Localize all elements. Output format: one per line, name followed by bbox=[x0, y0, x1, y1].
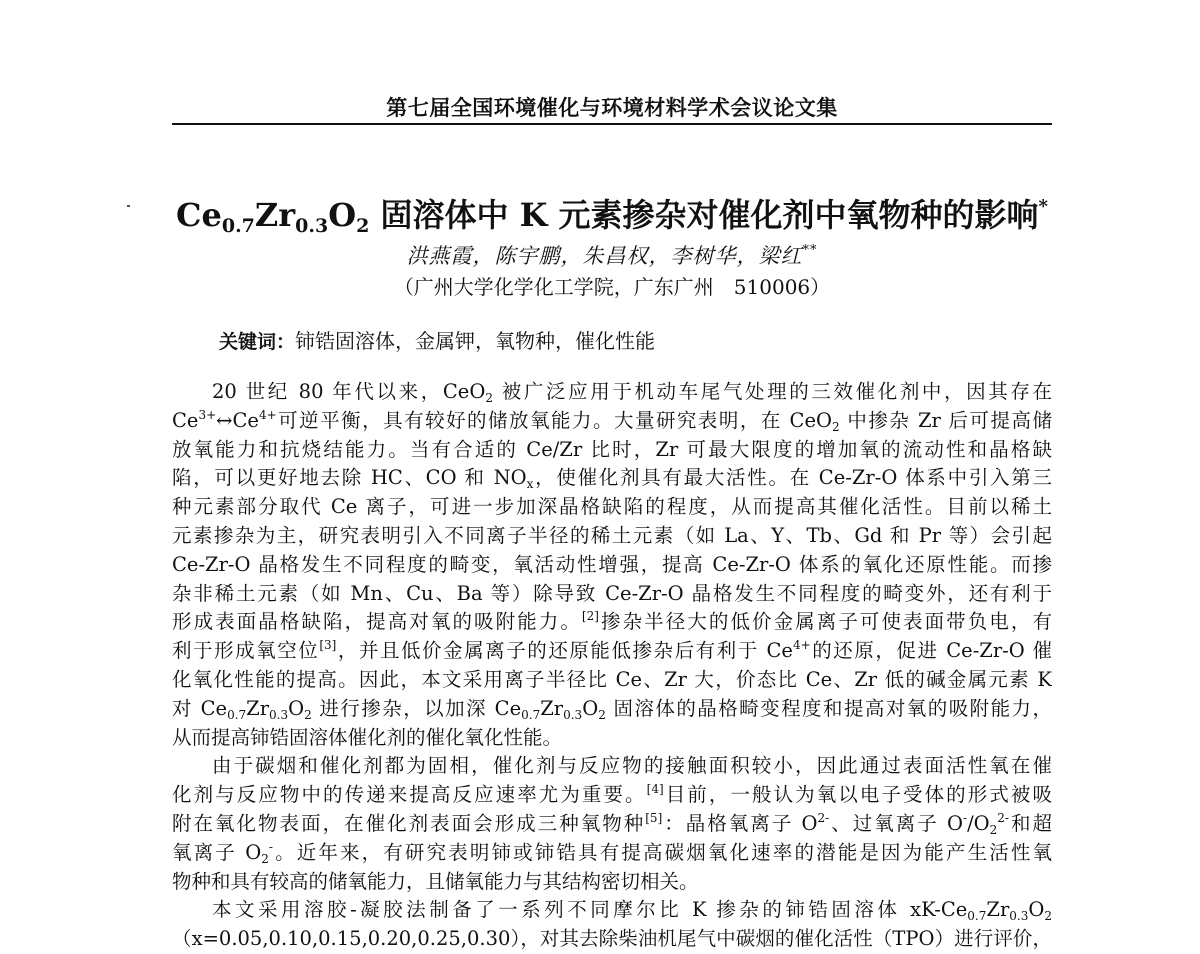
keywords-label: 关键词： bbox=[219, 331, 296, 353]
body-line: 元素掺杂为主，研究表明引入不同离子半径的稀土元素（如 La、Y、Tb、Gd 和 Pr 等）会引起 bbox=[172, 523, 1052, 547]
body-line: 化剂与反应物中的传递来提高反应速率尤为重要。[4]目前，一般认为氧以电子受体的形式被吸 bbox=[172, 782, 1052, 807]
body-line: 本文采用溶胶-凝胶法制备了一系列不同摩尔比 K 掺杂的铈锆固溶体 $xK-Ce_{0.7}Zr_{0.3}O_2$ bbox=[212, 898, 1052, 924]
body-line: （x=0.05,0.10,0.15,0.20,0.25,0.30），对其去除柴油机尾气中碳烟的催化活性（TPO）进行评价， bbox=[172, 927, 1052, 951]
running-header: 第七届全国环境催化与环境材料学术会议论文集 bbox=[386, 96, 838, 120]
body-line: Ce-Zr-O 晶格发生不同程度的畸变，氧活动性增强，提高 Ce-Zr-O 体系的氧化还原性能。而掺 bbox=[172, 552, 1052, 576]
affiliation: （广州大学化学化工学院，广东广州 510006） bbox=[393, 275, 831, 299]
body-line: 从而提高铈锆固溶体催化剂的催化氧化性能。 bbox=[172, 725, 563, 749]
body-line: 利于形成氧空位[3]，并且低价金属离子的还原能低掺杂后有利于 $Ce^{4+}$的还原，促进 Ce-Zr-O 催 bbox=[172, 638, 1052, 663]
citation: [4] bbox=[646, 782, 664, 797]
body-line: 氧离子 $O_2^-$。近年来，有研究表明铈或铈锆具有提高碳烟氧化速率的潜能是因为能产生活性氧 bbox=[172, 839, 1052, 866]
keywords bbox=[219, 326, 655, 357]
body-line: $Ce^{3+}\leftrightarrow Ce^{4+}$可逆平衡，具有较好的储放氧能力。大量研究表明，在 CeO$_2$ 中掺杂 Zr 后可提高储 bbox=[172, 407, 1052, 434]
body-line: 形成表面晶格缺陷，提高对氧的吸附能力。[2]掺杂半径大的低价金属离子可使表面带负电，有 bbox=[172, 609, 1052, 634]
citation: [2] bbox=[581, 609, 599, 624]
keywords-value: 铈锆固溶体，金属钾，氧物种，催化性能 bbox=[295, 329, 656, 353]
body-line: 陷，可以更好地去除 HC、CO 和 $NO_x$，使催化剂具有最大活性。在 Ce-Zr-O 体系中引入第三 bbox=[172, 466, 1052, 492]
body-line: 化氧化性能的提高。因此，本文采用离子半径比 Ce、Zr 大，价态比 Ce、Zr 低的碱金属元素 K bbox=[172, 667, 1052, 691]
body-line: 物种和具有较高的储氧能力，且储氧能力与其结构密切相关。 bbox=[172, 869, 699, 893]
header-rule bbox=[172, 123, 1052, 125]
citation: [3] bbox=[319, 638, 337, 653]
author-list: 洪燕霞，陈宇鹏，朱昌权，李树华，梁红** bbox=[406, 243, 818, 268]
paper-title: $Ce_{0.7}Zr_{0.3}O_2$ 固溶体中 K 元素掺杂对催化剂中氧物种的影响* bbox=[176, 196, 1048, 237]
citation: [5] bbox=[645, 810, 663, 825]
corresponding-author-mark: ** bbox=[802, 243, 818, 258]
title-footnote-mark: * bbox=[1038, 196, 1048, 217]
body-line: 对 $Ce_{0.7}Zr_{0.3}O_2$ 进行掺杂，以加深 $Ce_{0.7}Zr_{0.3}O_2$ 固溶体的晶格畸变程度和提高对氧的吸附能力， bbox=[172, 696, 1052, 722]
body-line: 放氧能力和抗烧结能力。当有合适的 Ce/Zr 比时，Zr 可最大限度的增加氧的流动性和晶格缺 bbox=[172, 437, 1052, 461]
body-line: 由于碳烟和催化剂都为固相，催化剂与反应物的接触面积较小，因此通过表面活性氧在催 bbox=[212, 754, 1052, 778]
body-line: 杂非稀土元素（如 Mn、Cu、Ba 等）除导致 Ce-Zr-O 晶格发生不同程度的畸变外，还有利于 bbox=[172, 581, 1052, 605]
body-line: 20 世纪 80 年代以来，CeO$_2$ 被广泛应用于机动车尾气处理的三效催化剂中，因其存在 bbox=[212, 380, 1052, 405]
body-line: 附在氧化物表面，在催化剂表面会形成三种氧物种[5]：晶格氧离子 $O^{2-}$、过氧离子 $O^-/O_2^{2-}$和超 bbox=[172, 810, 1052, 837]
body-line: 种元素部分取代 Ce 离子，可进一步加深晶格缺陷的程度，从而提高其催化活性。目前以稀土 bbox=[172, 495, 1052, 519]
body-text bbox=[172, 378, 1052, 954]
scan-speck bbox=[127, 205, 130, 207]
